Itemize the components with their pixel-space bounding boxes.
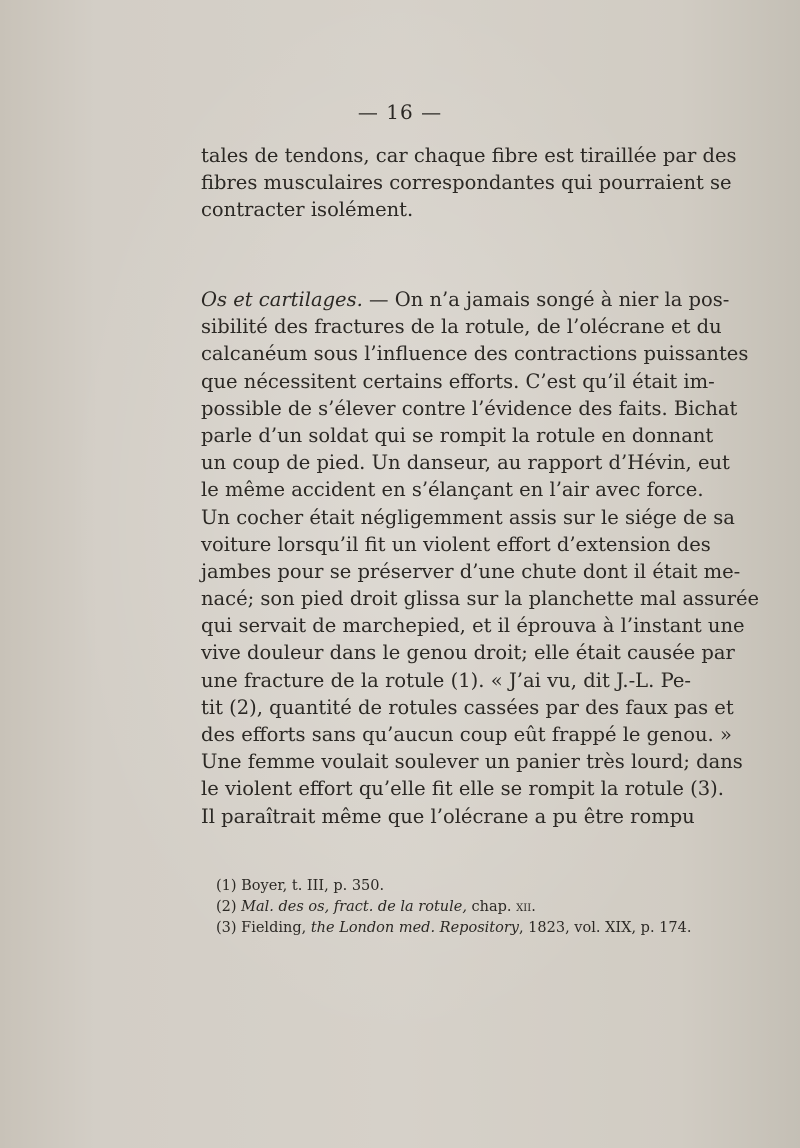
text-line: possible de s’élever contre l’évidence des faits. Bichat bbox=[201, 396, 738, 420]
text-line: le violent effort qu’elle fit elle se rompit la rotule (3). bbox=[201, 777, 724, 801]
footnote-number: (3) bbox=[216, 920, 237, 936]
section-heading: Os et cartilages. bbox=[201, 288, 363, 311]
footnote-tail: . bbox=[531, 899, 536, 915]
text-line: un coup de pied. Un danseur, au rapport d’Hévin, eut bbox=[201, 451, 730, 475]
text-line: que nécessitent certains efforts. C’est qu’il était im- bbox=[201, 369, 715, 393]
footnote-number: (2) bbox=[216, 899, 237, 915]
heading-line-text: — On n’a jamais songé à nier la pos- bbox=[362, 288, 730, 311]
footnote-italic-title: the London med. Repository bbox=[310, 920, 519, 936]
text-line: jambes pour se préserver d’une chute dont il était me- bbox=[201, 559, 741, 583]
text-line: voiture lorsqu’il fit un violent effort d’extension des bbox=[201, 532, 711, 556]
footnote-chapter-number: xii bbox=[516, 899, 532, 915]
text-line: parle d’un soldat qui se rompit la rotule en donnant bbox=[201, 423, 714, 447]
text-line: une fracture de la rotule (1). « J’ai vu, dit J.-L. Pe- bbox=[201, 668, 691, 692]
footnote-text: Fielding, bbox=[236, 920, 311, 936]
paragraph-continuation bbox=[201, 142, 737, 224]
footnote-number: (1) bbox=[216, 878, 237, 894]
footnote-3 bbox=[216, 918, 696, 939]
text-line: nacé; son pied droit glissa sur la planchette mal assurée bbox=[201, 587, 760, 611]
text-line: des efforts sans qu’aucun coup eût frappé le genou. » bbox=[201, 723, 732, 746]
text-line: contracter isolément. bbox=[201, 198, 414, 222]
text-line: sibilité des fractures de la rotule, de l’olécrane et du bbox=[201, 315, 722, 339]
text-line: calcanéum sous l’influence des contractions puissantes bbox=[201, 342, 749, 366]
text-line: Il paraîtrait même que l’olécrane a pu être rompu bbox=[201, 804, 695, 828]
footnotes bbox=[216, 876, 696, 939]
text-line: vive douleur dans le genou droit; elle était causée par bbox=[201, 641, 735, 665]
text-line: le même accident en s’élançant en l’air avec force. bbox=[201, 478, 704, 502]
footnote-1 bbox=[216, 876, 696, 897]
text-line: tit (2), quantité de rotules cassées par des faux pas et bbox=[201, 695, 734, 719]
footnote-italic-title: Mal. des os, fract. de la rotule, bbox=[236, 899, 467, 915]
text-line: tales de tendons, car chaque fibre est tiraillée par des bbox=[201, 144, 737, 167]
text-line: Une femme voulait soulever un panier très lourd; dans bbox=[201, 750, 743, 774]
paragraph-os-et-cartilages bbox=[201, 286, 760, 830]
page-number: — 16 — bbox=[357, 100, 443, 124]
footnote-text: chap. bbox=[466, 899, 517, 915]
footnote-2 bbox=[216, 897, 696, 918]
text-line: qui servait de marchepied, et il éprouva à l’instant une bbox=[201, 614, 745, 638]
text-line: Un cocher était négligemment assis sur le siége de sa bbox=[201, 505, 735, 529]
text-line: fibres musculaires correspondantes qui pourraient se bbox=[201, 171, 732, 195]
footnote-text: Boyer, t. III, p. 350. bbox=[236, 878, 385, 894]
text-line bbox=[201, 286, 730, 313]
footnote-tail: , 1823, vol. XIX, p. 174. bbox=[518, 920, 692, 936]
